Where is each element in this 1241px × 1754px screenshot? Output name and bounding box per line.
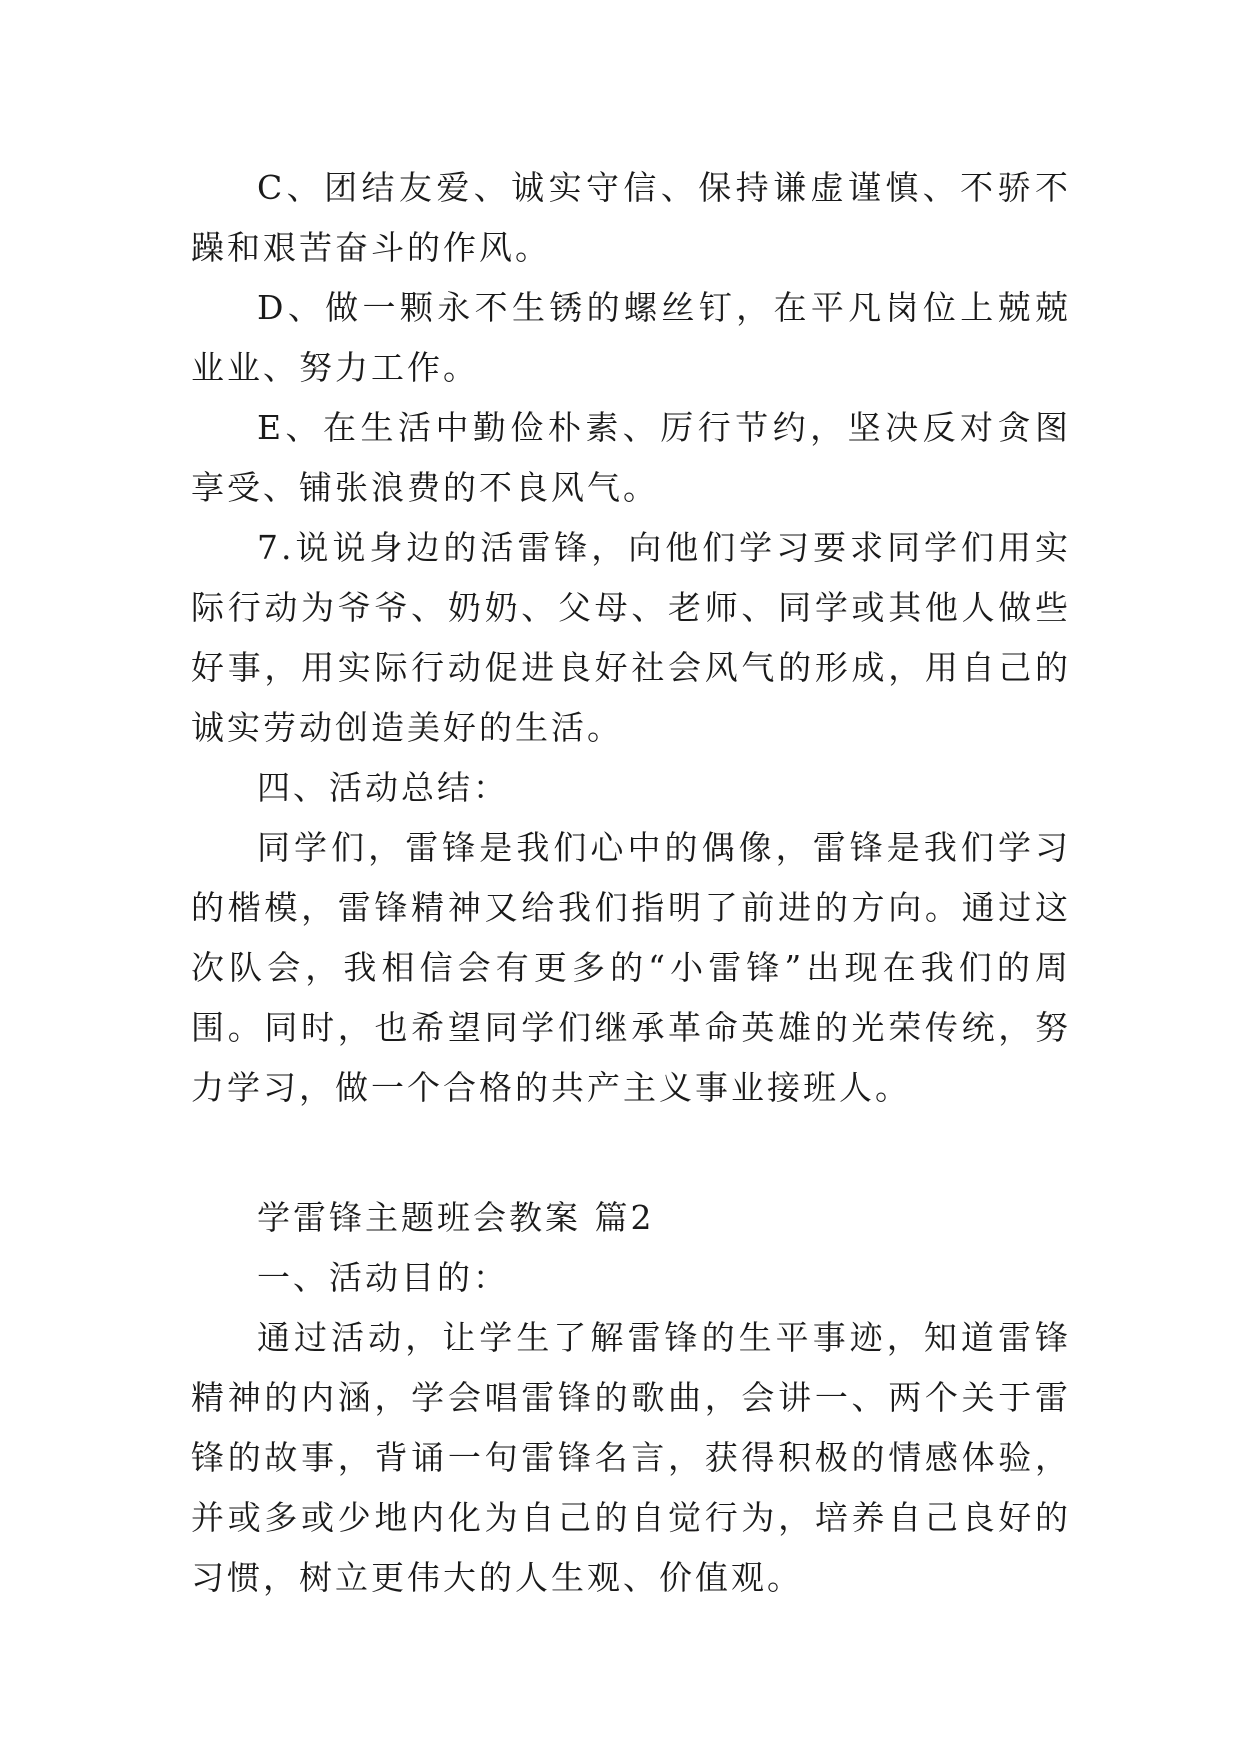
- heading-activity-summary: 四、活动总结：: [257, 768, 509, 807]
- paragraph-purpose: 通过活动，让学生了解雷锋的生平事迹，知道雷锋精神的内涵，学会唱雷锋的歌曲，会讲一、两个关于雷锋的故事，背诵一句雷锋名言，获得积极的情感体验，并或多或少地内化为自己的自觉行为，培养自己良好的习惯，树立更伟大的人生观、价值观。: [191, 1318, 1071, 1597]
- paragraph-option-c: C、团结友爱、诚实守信、保持谦虚谨慎、不骄不躁和艰苦奋斗的作风。: [191, 168, 1071, 267]
- paragraph-option-d: D、做一颗永不生锈的螺丝钉，在平凡岗位上兢兢业业、努力工作。: [191, 288, 1071, 387]
- paragraph-summary: 同学们，雷锋是我们心中的偶像，雷锋是我们学习的楷模，雷锋精神又给我们指明了前进的方向。通过这次队会，我相信会有更多的“小雷锋”出现在我们的周围。同时，也希望同学们继承革命英雄的光荣传统，努力学习，做一个合格的共产主义事业接班人。: [191, 828, 1071, 1107]
- document-body: [191, 158, 1071, 1608]
- paragraph-option-e: E、在生活中勤俭朴素、厉行节约，坚决反对贪图享受、铺张浪费的不良风气。: [191, 408, 1071, 507]
- section-title: 学雷锋主题班会教案 篇2: [257, 1198, 655, 1237]
- heading-activity-purpose: 一、活动目的：: [257, 1258, 509, 1297]
- paragraph-item-7: 7.说说身边的活雷锋，向他们学习要求同学们用实际行动为爷爷、奶奶、父母、老师、同学或其他人做些好事，用实际行动促进良好社会风气的形成，用自己的诚实劳动创造美好的生活。: [191, 528, 1071, 747]
